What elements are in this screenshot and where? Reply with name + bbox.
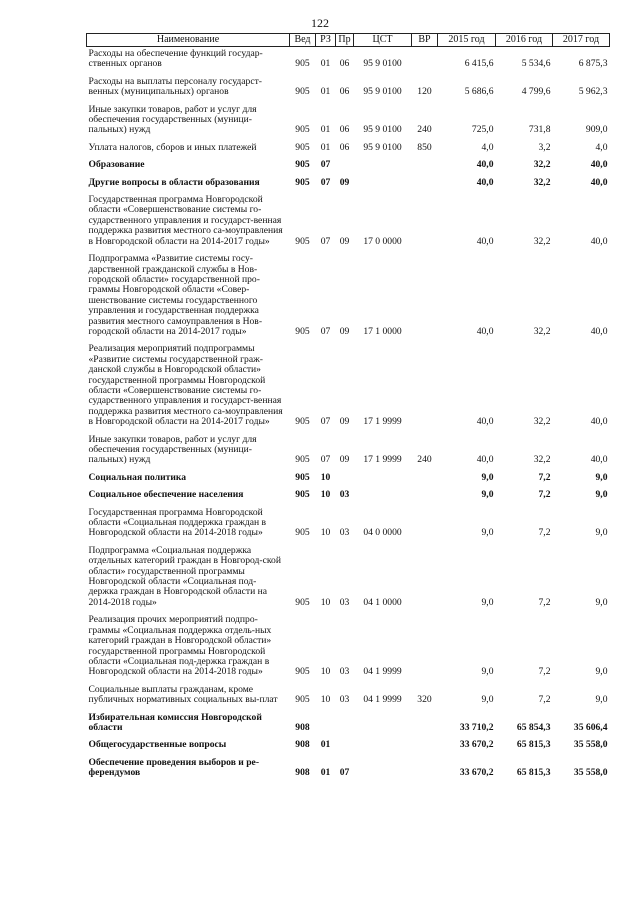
row-cst: 95 9 0100 bbox=[363, 124, 402, 136]
row-name: Реализация прочих мероприятий подпро-граммы «Социальная поддержка отдель-ных категорий граждан в Новгородской области» государственной программы Новгородской области «Социальная под-держка граждан в Новгородской области на 2014-2018 годы» bbox=[88, 614, 272, 678]
table-row bbox=[87, 738, 610, 755]
row-rz: 10 bbox=[320, 694, 331, 706]
header-2015: 2015 год bbox=[438, 34, 496, 47]
row-2015: 33 670,2 bbox=[459, 739, 494, 751]
row-rz: 10 bbox=[320, 489, 331, 501]
row-vr bbox=[412, 193, 438, 252]
row-2017: 9,0 bbox=[595, 666, 608, 678]
row-2015: 40,0 bbox=[476, 325, 494, 337]
row-pr: 09 bbox=[339, 416, 350, 428]
row-2015: 40,0 bbox=[476, 159, 494, 171]
row-2015: 33 670,2 bbox=[459, 767, 494, 779]
row-rz bbox=[316, 711, 336, 739]
row-cst: 95 9 0100 bbox=[363, 58, 402, 70]
row-vr: 320 bbox=[417, 694, 432, 706]
row-vr: 120 bbox=[417, 86, 432, 98]
row-2017: 40,0 bbox=[590, 416, 608, 428]
row-pr bbox=[336, 471, 354, 488]
row-cst bbox=[354, 471, 412, 488]
row-pr: 09 bbox=[339, 176, 350, 188]
table-row bbox=[87, 544, 610, 613]
row-cst bbox=[354, 711, 412, 739]
table-row bbox=[87, 103, 610, 141]
row-ved: 905 bbox=[295, 527, 310, 539]
row-rz: 10 bbox=[320, 596, 331, 608]
row-ved: 905 bbox=[295, 454, 310, 466]
row-vr bbox=[412, 711, 438, 739]
row-name: Социальные выплаты гражданам, кроме публичных нормативных социальных вы-плат bbox=[88, 683, 278, 706]
row-2017: 5 962,3 bbox=[578, 86, 608, 98]
row-cst: 17 1 0000 bbox=[363, 325, 402, 337]
row-rz: 10 bbox=[320, 527, 331, 539]
header-ved: Вед bbox=[290, 34, 316, 47]
row-pr bbox=[336, 158, 354, 175]
row-name: Социальная политика bbox=[88, 471, 187, 483]
row-2017: 9,0 bbox=[595, 527, 608, 539]
row-2017: 6 875,3 bbox=[578, 58, 608, 70]
row-pr: 06 bbox=[339, 86, 350, 98]
row-2015: 9,0 bbox=[481, 596, 494, 608]
row-2017: 9,0 bbox=[595, 489, 608, 501]
row-2015: 9,0 bbox=[481, 694, 494, 706]
row-rz: 10 bbox=[320, 471, 331, 483]
table-row bbox=[87, 756, 610, 784]
row-2015: 9,0 bbox=[481, 666, 494, 678]
row-vr bbox=[412, 471, 438, 488]
row-2017: 9,0 bbox=[595, 694, 608, 706]
row-ved: 905 bbox=[295, 666, 310, 678]
header-2017: 2017 год bbox=[553, 34, 610, 47]
row-vr bbox=[412, 613, 438, 682]
row-2015: 6 415,6 bbox=[464, 58, 494, 70]
table-row bbox=[87, 471, 610, 488]
row-vr bbox=[412, 47, 438, 75]
row-pr: 03 bbox=[339, 489, 350, 501]
row-vr: 240 bbox=[417, 454, 432, 466]
row-vr bbox=[412, 488, 438, 505]
row-2017: 4,0 bbox=[595, 141, 608, 153]
row-2016: 32,2 bbox=[533, 454, 551, 466]
row-2017: 9,0 bbox=[595, 471, 608, 483]
row-ved: 905 bbox=[295, 596, 310, 608]
row-2017: 9,0 bbox=[595, 596, 608, 608]
row-2016: 7,2 bbox=[538, 666, 551, 678]
row-pr: 09 bbox=[339, 235, 350, 247]
row-ved: 905 bbox=[295, 489, 310, 501]
row-name: Избирательная комиссия Новгородской области bbox=[88, 711, 262, 733]
row-name: Подпрограмма «Развитие системы госу-дарственной гражданской службы в Нов-городской области» государственной про-граммы Новгородской области «Совер-шенствование системы государственного управления и государственная поддержка развития местного самоуправления в Нов-городской области на 2014-2017 годы» bbox=[88, 253, 263, 337]
row-2015: 9,0 bbox=[481, 471, 494, 483]
row-2015: 4,0 bbox=[481, 141, 494, 153]
row-cst: 17 1 9999 bbox=[363, 416, 402, 428]
row-2016: 65 815,3 bbox=[516, 767, 551, 779]
row-pr: 03 bbox=[339, 666, 350, 678]
header-vr: ВР bbox=[412, 34, 438, 47]
row-pr: 03 bbox=[339, 527, 350, 539]
table-row bbox=[87, 75, 610, 103]
row-2015: 725,0 bbox=[471, 124, 494, 136]
header-2016: 2016 год bbox=[496, 34, 553, 47]
row-rz: 07 bbox=[320, 416, 331, 428]
table-body bbox=[87, 47, 610, 784]
row-vr bbox=[412, 756, 438, 784]
table-row bbox=[87, 141, 610, 158]
row-2016: 731,8 bbox=[528, 124, 551, 136]
table-row bbox=[87, 47, 610, 75]
row-2017: 40,0 bbox=[590, 325, 608, 337]
table-row bbox=[87, 433, 610, 471]
row-2015: 40,0 bbox=[476, 235, 494, 247]
row-2016: 32,2 bbox=[533, 416, 551, 428]
row-2015: 40,0 bbox=[476, 416, 494, 428]
row-2016: 3,2 bbox=[538, 141, 551, 153]
page-number: 122 bbox=[311, 16, 329, 30]
row-vr: 850 bbox=[417, 141, 432, 153]
row-pr: 06 bbox=[339, 124, 350, 136]
row-vr bbox=[412, 158, 438, 175]
row-2016: 4 799,6 bbox=[521, 86, 551, 98]
row-name: Иные закупки товаров, работ и услуг для обеспечения государственных (муници-пальных) нужд bbox=[88, 103, 257, 136]
row-cst: 95 9 0100 bbox=[363, 141, 402, 153]
row-rz: 01 bbox=[320, 86, 331, 98]
row-2015: 5 686,6 bbox=[464, 86, 494, 98]
header-cst: ЦСТ bbox=[354, 34, 412, 47]
row-cst: 04 1 9999 bbox=[363, 666, 402, 678]
row-2015: 40,0 bbox=[476, 176, 494, 188]
row-2016: 32,2 bbox=[533, 159, 551, 171]
row-2016: 32,2 bbox=[533, 235, 551, 247]
row-vr: 240 bbox=[417, 124, 432, 136]
budget-table bbox=[86, 33, 610, 784]
row-vr bbox=[412, 738, 438, 755]
row-cst bbox=[354, 756, 412, 784]
row-2016: 7,2 bbox=[538, 527, 551, 539]
row-rz: 01 bbox=[320, 58, 331, 70]
table-row bbox=[87, 252, 610, 342]
header-pr: Пр bbox=[336, 34, 354, 47]
row-name: Общегосударственные вопросы bbox=[88, 739, 227, 751]
row-rz: 07 bbox=[320, 176, 331, 188]
row-name: Реализация мероприятий подпрограммы «Развитие системы государственной граж-данской службы в Новгородской области» государственной программы Новгородской области «Совершенствование системы го-сударственного управления и государст-венная поддержка развития местного са-моуправления в Новгородской области на 2014-2017 годы» bbox=[88, 343, 283, 428]
row-2016: 65 854,3 bbox=[516, 721, 551, 733]
row-name: Социальное обеспечение населения bbox=[88, 489, 244, 501]
row-name: Расходы на выплаты персоналу государст-венных (муниципальных) органов bbox=[88, 75, 262, 98]
row-2017: 40,0 bbox=[590, 454, 608, 466]
header-rz: РЗ bbox=[316, 34, 336, 47]
row-name: Иные закупки товаров, работ и услуг для обеспечения государственных (муници-пальных) нужд bbox=[88, 433, 257, 466]
row-2016: 7,2 bbox=[538, 489, 551, 501]
row-name: Образование bbox=[88, 159, 145, 171]
table-row bbox=[87, 488, 610, 505]
row-ved: 908 bbox=[295, 739, 310, 751]
row-vr bbox=[412, 506, 438, 544]
row-pr: 09 bbox=[339, 454, 350, 466]
row-ved: 905 bbox=[295, 416, 310, 428]
row-2016: 65 815,3 bbox=[516, 739, 551, 751]
row-2017: 35 558,0 bbox=[573, 739, 608, 751]
row-pr: 06 bbox=[339, 58, 350, 70]
row-2015: 33 710,2 bbox=[459, 721, 494, 733]
row-name: Расходы на обеспечение функций государ-ственных органов bbox=[88, 48, 263, 70]
row-ved: 905 bbox=[295, 86, 310, 98]
row-ved: 905 bbox=[295, 235, 310, 247]
row-vr bbox=[412, 342, 438, 432]
row-pr: 03 bbox=[339, 596, 350, 608]
row-cst: 04 0 0000 bbox=[363, 527, 402, 539]
row-cst bbox=[354, 488, 412, 505]
row-rz: 01 bbox=[320, 124, 331, 136]
row-rz: 07 bbox=[320, 325, 331, 337]
row-2016: 32,2 bbox=[533, 325, 551, 337]
row-pr bbox=[336, 711, 354, 739]
row-pr: 06 bbox=[339, 141, 350, 153]
row-cst: 04 1 9999 bbox=[363, 694, 402, 706]
row-rz: 07 bbox=[320, 454, 331, 466]
row-name: Другие вопросы в области образования bbox=[88, 176, 260, 188]
row-2015: 9,0 bbox=[481, 527, 494, 539]
table-row bbox=[87, 711, 610, 739]
row-cst: 17 0 0000 bbox=[363, 235, 402, 247]
row-2017: 35 606,4 bbox=[573, 721, 608, 733]
row-ved: 905 bbox=[295, 141, 310, 153]
row-2017: 909,0 bbox=[585, 124, 608, 136]
row-rz: 01 bbox=[320, 767, 331, 779]
row-ved: 908 bbox=[295, 721, 310, 733]
row-cst bbox=[354, 738, 412, 755]
row-2015: 9,0 bbox=[481, 489, 494, 501]
row-vr bbox=[412, 176, 438, 193]
row-2016: 7,2 bbox=[538, 694, 551, 706]
row-ved: 905 bbox=[295, 176, 310, 188]
row-ved: 908 bbox=[295, 767, 310, 779]
row-cst bbox=[354, 176, 412, 193]
table-row bbox=[87, 506, 610, 544]
row-cst: 04 1 0000 bbox=[363, 596, 402, 608]
row-rz: 01 bbox=[320, 739, 331, 751]
row-ved: 905 bbox=[295, 159, 310, 171]
row-2016: 32,2 bbox=[533, 176, 551, 188]
table-header bbox=[87, 34, 610, 47]
table-row bbox=[87, 158, 610, 175]
row-2016: 7,2 bbox=[538, 596, 551, 608]
row-pr: 09 bbox=[339, 325, 350, 337]
row-pr bbox=[336, 738, 354, 755]
table-row bbox=[87, 342, 610, 432]
row-rz: 10 bbox=[320, 666, 331, 678]
row-2017: 35 558,0 bbox=[573, 767, 608, 779]
row-pr: 07 bbox=[339, 767, 350, 779]
table-row bbox=[87, 193, 610, 252]
row-rz: 07 bbox=[320, 159, 331, 171]
row-2017: 40,0 bbox=[590, 176, 608, 188]
row-ved: 905 bbox=[295, 58, 310, 70]
row-2017: 40,0 bbox=[590, 235, 608, 247]
row-ved: 905 bbox=[295, 471, 310, 483]
header-name: Наименование bbox=[87, 34, 290, 47]
row-rz: 07 bbox=[320, 235, 331, 247]
row-2016: 7,2 bbox=[538, 471, 551, 483]
row-2017: 40,0 bbox=[590, 159, 608, 171]
row-vr bbox=[412, 252, 438, 342]
row-name: Государственная программа Новгородской области «Совершенствование системы го-сударственного управления и государст-венная поддержка развития местного са-моуправления в Новгородской области на 2014-2017 годы» bbox=[88, 194, 283, 247]
row-ved: 905 bbox=[295, 124, 310, 136]
row-cst: 95 9 0100 bbox=[363, 86, 402, 98]
row-vr bbox=[412, 544, 438, 613]
row-rz: 01 bbox=[320, 141, 331, 153]
table-row bbox=[87, 613, 610, 682]
row-2015: 40,0 bbox=[476, 454, 494, 466]
row-name: Уплата налогов, сборов и иных платежей bbox=[88, 141, 257, 153]
row-cst: 17 1 9999 bbox=[363, 454, 402, 466]
row-ved: 905 bbox=[295, 694, 310, 706]
row-name: Обеспечение проведения выборов и ре-ферендумов bbox=[88, 756, 260, 779]
table-row bbox=[87, 176, 610, 193]
row-name: Государственная программа Новгородской области «Социальная поддержка граждан в Новгородской области на 2014-2018 годы» bbox=[88, 506, 267, 539]
row-cst bbox=[354, 158, 412, 175]
row-pr: 03 bbox=[339, 694, 350, 706]
row-2016: 5 534,6 bbox=[521, 58, 551, 70]
table-row bbox=[87, 683, 610, 711]
row-ved: 905 bbox=[295, 325, 310, 337]
row-name: Подпрограмма «Социальная поддержка отдельных категорий граждан в Новгород-ской области» государственной программы Новгородской области «Социальная под-держка граждан в Новгородской области на 2014-2018 годы» bbox=[88, 544, 281, 608]
